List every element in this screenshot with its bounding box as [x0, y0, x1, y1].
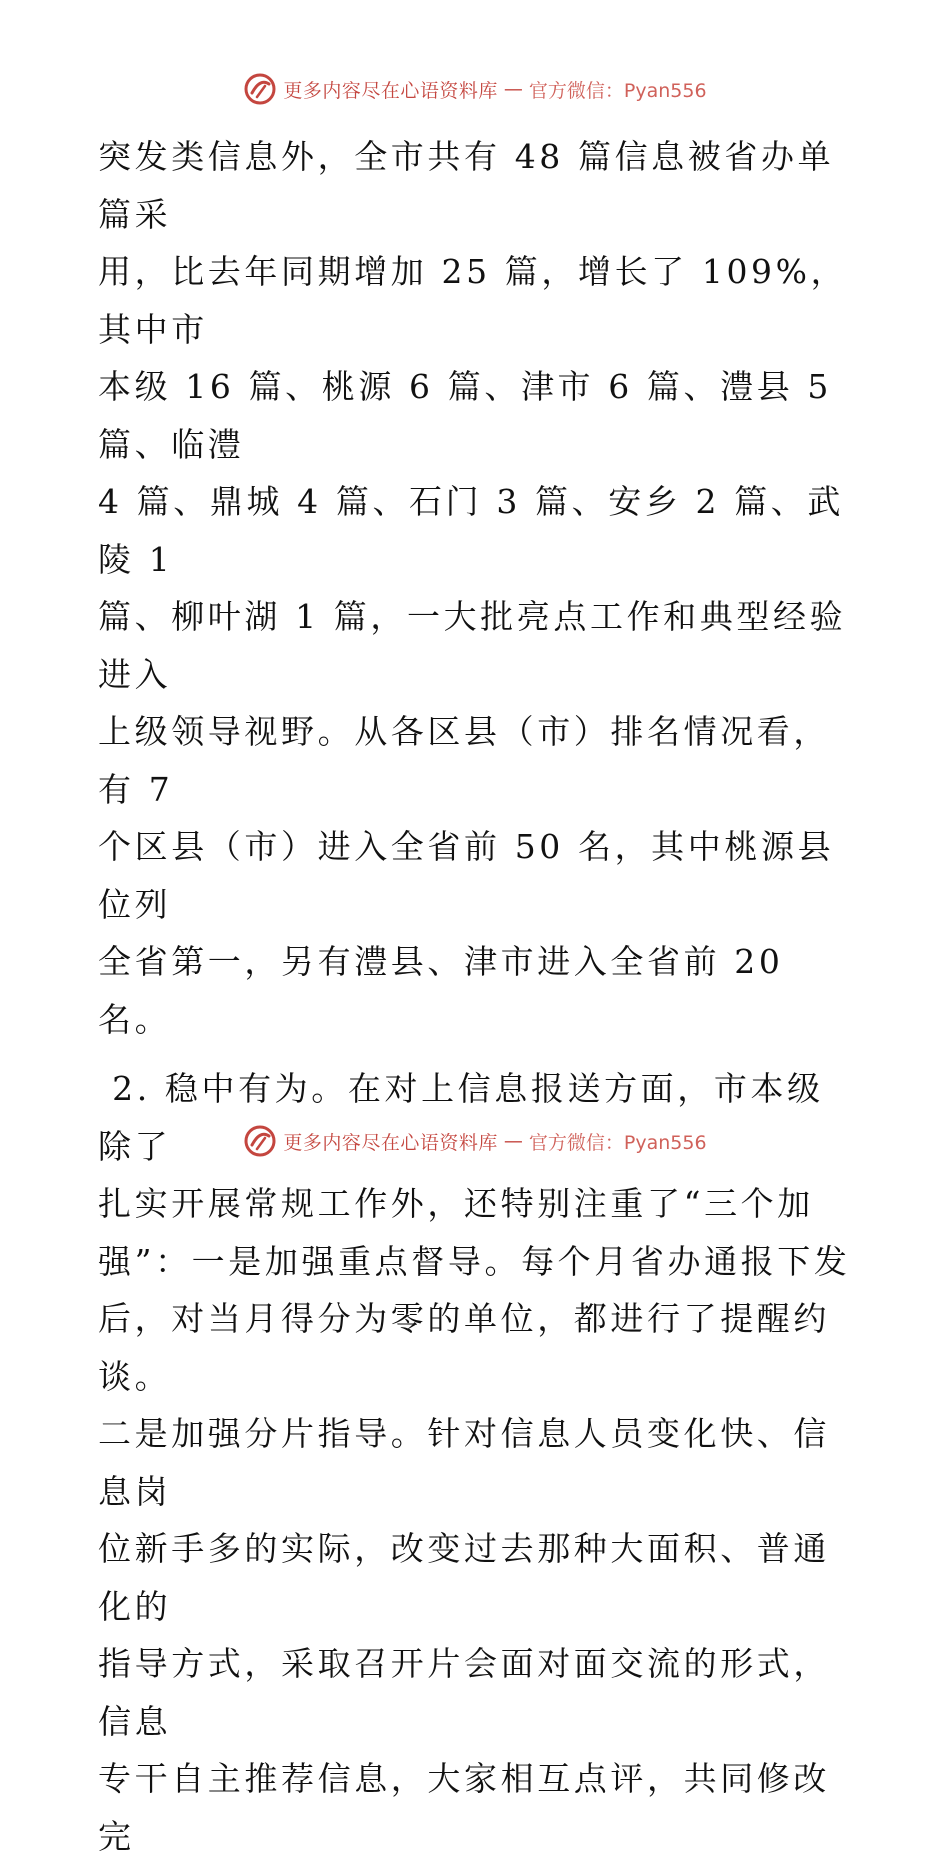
text-line: 扎实开展常规工作外，还特别注重了“三个加	[98, 1184, 814, 1223]
logo-icon	[243, 1124, 277, 1158]
banner-separator: —	[503, 78, 523, 100]
text-line: 后，对当月得分为零的单位，都进行了提醒约谈。	[98, 1299, 830, 1396]
text-line: 2. 稳中有为。在对上信息报送方面，市本级除了	[98, 1069, 824, 1166]
text-line: 强”：一是加强重点督导。每个月省办通报下发	[98, 1241, 851, 1281]
text-line: 本级 16 篇、桃源 6 篇、津市 6 篇、澧县 5 篇、临澧	[98, 367, 847, 464]
text-line: 位新手多的实际，改变过去那种大面积、普通化的	[98, 1529, 830, 1626]
text-line: 篇、柳叶湖 1 篇，一大批亮点工作和典型经验进入	[98, 597, 847, 694]
banner-contact: 官方微信：Pyan556	[528, 79, 707, 102]
document-body	[98, 128, 858, 1865]
banner-title: 更多内容尽在心语资料库	[283, 79, 498, 102]
banner-title: 更多内容尽在心语资料库	[283, 1131, 498, 1154]
header-banner	[0, 72, 950, 106]
text-line: 上级领导视野。从各区县（市）排名情况看，有 7	[98, 712, 830, 809]
banner-separator: —	[503, 1130, 523, 1152]
text-line: 专干自主推荐信息，大家相互点评，共同修改完	[98, 1759, 830, 1856]
paragraph-2	[98, 1060, 858, 1865]
banner-contact: 官方微信：Pyan556	[528, 1131, 707, 1154]
text-line: 4 篇、鼎城 4 篇、石门 3 篇、安乡 2 篇、武陵 1	[98, 482, 845, 579]
footer-banner	[0, 1124, 950, 1158]
text-line: 二是加强分片指导。针对信息人员变化快、信息岗	[98, 1414, 830, 1511]
paragraph-1	[98, 128, 858, 1048]
text-line: 个区县（市）进入全省前 50 名，其中桃源县位列	[98, 827, 835, 924]
text-line: 用，比去年同期增加 25 篇，增长了 109%，其中市	[98, 252, 848, 349]
paragraph-spacer	[98, 1048, 858, 1060]
text-line: 指导方式，采取召开片会面对面交流的形式，信息	[98, 1644, 830, 1741]
logo-icon	[243, 72, 277, 106]
text-line: 突发类信息外，全市共有 48 篇信息被省办单篇采	[98, 137, 835, 234]
text-line: 全省第一，另有澧县、津市进入全省前 20 名。	[98, 942, 798, 1039]
